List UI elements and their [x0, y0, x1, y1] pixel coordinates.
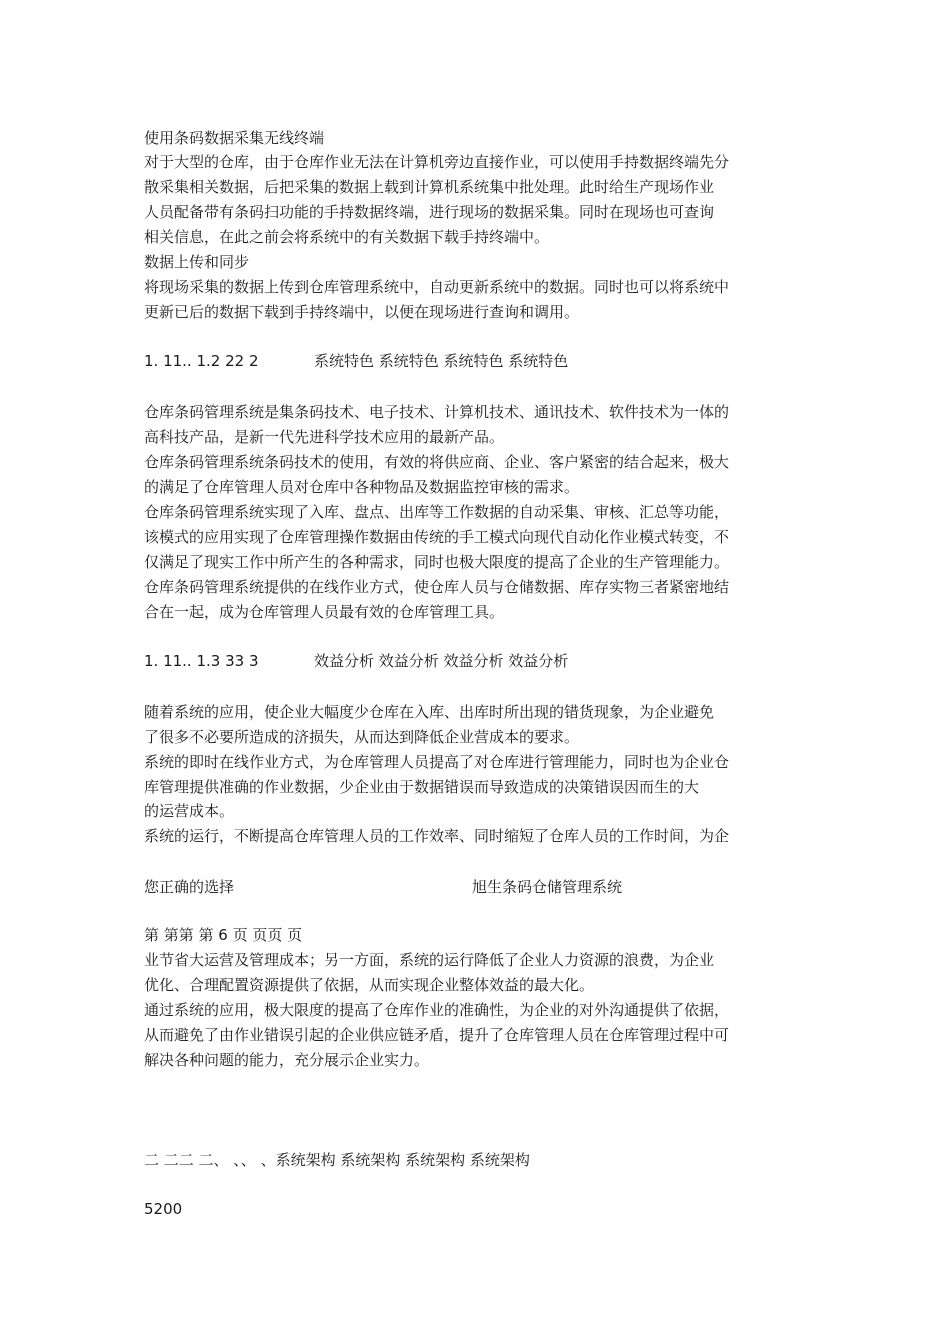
paragraph-line: 仓库条码管理系统提供的在线作业方式，使仓库人员与仓储数据、库存实物三者紧密地结 — [144, 578, 730, 596]
paragraph-line: 仓库条码管理系统实现了入库、盘点、出库等工作数据的自动采集、审核、汇总等功能， — [144, 503, 730, 521]
paragraph-line: 合在一起，成为仓库管理人员最有效的仓库管理工具。 — [144, 603, 505, 621]
paragraph-line: 仓库条码管理系统是集条码技术、电子技术、计算机技术、通讯技术、软件技术为一体的 — [144, 403, 730, 421]
section-heading-architecture: 二 二二 二、 、、 、系统架构 系统架构 系统架构 系统架构 — [144, 1151, 530, 1169]
paragraph-line: 库管理提供准确的作业数据，少企业由于数据错误而导致造成的决策错误因而生的大 — [144, 778, 700, 796]
section-heading-features — [144, 351, 568, 371]
footer-product-name: 旭生条码仓储管理系统 — [472, 878, 623, 896]
paragraph-line: 从而避免了由作业错误引起的企业供应链矛盾，提升了仓库管理人员在仓库管理过程中可 — [144, 1026, 730, 1044]
paragraph-line: 更新已后的数据下载到手持终端中，以便在现场进行查询和调用。 — [144, 303, 580, 321]
paragraph-line: 优化、合理配置资源提供了依据，从而实现企业整体效益的最大化。 — [144, 976, 595, 994]
paragraph-line: 解决各种问题的能力，充分展示企业实力。 — [144, 1051, 430, 1069]
paragraph-line: 通过系统的应用，极大限度的提高了仓库作业的准确性，为企业的对外沟通提供了依据， — [144, 1001, 730, 1019]
paragraph-line: 该模式的应用实现了仓库管理操作数据由传统的手工模式向现代自动化作业模式转变，不 — [144, 528, 730, 546]
paragraph-line: 散采集相关数据，后把采集的数据上载到计算机系统集中批处理。此时给生产现场作业 — [144, 178, 715, 196]
paragraph-line: 将现场采集的数据上传到仓库管理系统中，自动更新系统中的数据。同时也可以将系统中 — [144, 278, 730, 296]
section-number: 1. 11.. 1.2 22 2 — [144, 352, 259, 370]
paragraph-line: 对于大型的仓库，由于仓库作业无法在计算机旁边直接作业，可以使用手持数据终端先分 — [144, 153, 730, 171]
page-number: 第 第第 第 6 页 页页 页 — [144, 926, 303, 944]
section-title: 效益分析 效益分析 效益分析 效益分析 — [314, 652, 569, 670]
paragraph-line: 了很多不必要所造成的济损失，从而达到降低企业营成本的要求。 — [144, 728, 580, 746]
section-number: 1. 11.. 1.3 33 3 — [144, 652, 259, 670]
footer-slogan: 您正确的选择 — [144, 878, 235, 896]
paragraph-line: 仅满足了现实工作中所产生的各种需求，同时也极大限度的提高了企业的生产管理能力。 — [144, 553, 730, 571]
paragraph-line: 系统的运行，不断提高仓库管理人员的工作效率、同时缩短了仓库人员的工作时间，为企 — [144, 827, 730, 845]
paragraph-line: 的运营成本。 — [144, 802, 235, 820]
paragraph-line: 高科技产品，是新一代先进科学技术应用的最新产品。 — [144, 428, 505, 446]
paragraph-line: 相关信息，在此之前会将系统中的有关数据下载手持终端中。 — [144, 228, 550, 246]
paragraph-line: 人员配备带有条码扫功能的手持数据终端，进行现场的数据采集。同时在现场也可查询 — [144, 203, 715, 221]
paragraph-line: 随着系统的应用，使企业大幅度少仓库在入库、出库时所出现的错货现象，为企业避免 — [144, 703, 715, 721]
code-number: 5200 — [144, 1200, 183, 1218]
subheading-wireless-terminal: 使用条码数据采集无线终端 — [144, 129, 325, 147]
paragraph-line: 系统的即时在线作业方式，为仓库管理人员提高了对仓库进行管理能力，同时也为企业仓 — [144, 753, 730, 771]
paragraph-line: 业节省大运营及管理成本；另一方面，系统的运行降低了企业人力资源的浪费，为企业 — [144, 951, 715, 969]
section-title: 系统特色 系统特色 系统特色 系统特色 — [314, 352, 569, 370]
subheading-upload-sync: 数据上传和同步 — [144, 253, 250, 271]
paragraph-line: 仓库条码管理系统条码技术的使用，有效的将供应商、企业、客户紧密的结合起来，极大 — [144, 453, 730, 471]
paragraph-line: 的满足了仓库管理人员对仓库中各种物品及数据监控审核的需求。 — [144, 478, 580, 496]
section-heading-benefits — [144, 651, 568, 671]
